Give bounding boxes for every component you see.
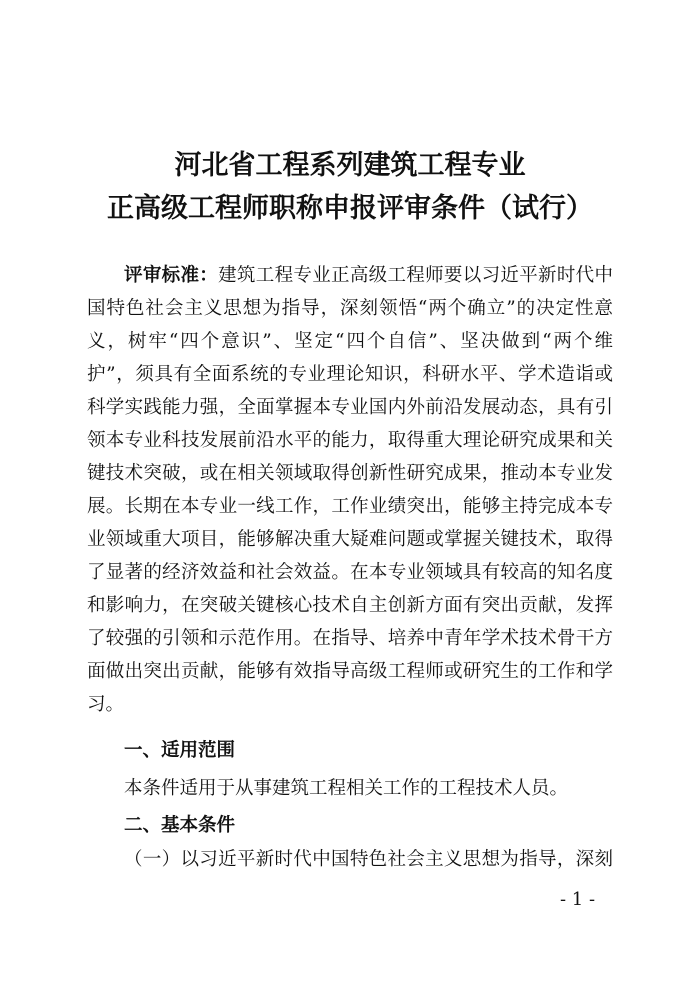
paragraph-line: 业领域重大项目，能够解决重大疑难问题或掌握关键技术，取得 [87, 529, 613, 550]
paragraph-line: 科学实践能力强，全面掌握本专业国内外前沿发展动态，具有引 [87, 397, 613, 418]
document-title-line-1: 河北省工程系列建筑工程专业 [174, 150, 526, 181]
paragraph-line: 键技术突破，或在相关领域取得创新性研究成果，推动本专业发 [87, 463, 613, 484]
document-title-line-2: 正高级工程师职称申报评审条件（试行） [107, 193, 593, 224]
paragraph-line: 面做出突出贡献，能够有效指导高级工程师或研究生的工作和学 [87, 661, 613, 682]
section-basic-conditions-text: （一）以习近平新时代中国特色社会主义思想为指导，深刻 [124, 849, 613, 870]
paragraph-line: 展。长期在本专业一线工作，工作业绩突出，能够主持完成本专 [87, 496, 613, 517]
section-heading-basic-conditions: 二、基本条件 [124, 815, 236, 836]
standard-label: 评审标准： [124, 265, 219, 286]
paragraph-line: 护”，须具有全面系统的专业理论知识，科研水平、学术造诣或 [87, 364, 613, 385]
standard-text: 建筑工程专业正高级工程师要以习近平新时代中 [218, 265, 613, 286]
section-heading-scope: 一、适用范围 [124, 740, 236, 761]
paragraph-line [124, 263, 613, 289]
paragraph-line: 了显著的经济效益和社会效益。在本专业领域具有较高的知名度 [87, 562, 613, 583]
paragraph-line: 了较强的引领和示范作用。在指导、培养中青年学术技术骨干方 [87, 628, 613, 649]
paragraph-line: 义，树牢“四个意识”、坚定“四个自信”、坚决做到“两个维 [87, 331, 613, 352]
paragraph-line: 国特色社会主义思想为指导，深刻领悟“两个确立”的决定性意 [87, 298, 613, 319]
paragraph-line: 习。 [87, 694, 125, 715]
page-number: - 1 - [560, 889, 596, 910]
paragraph-line: 和影响力，在突破关键核心技术自主创新方面有突出贡献，发挥 [87, 595, 613, 616]
paragraph-line: 领本专业科技发展前沿水平的能力，取得重大理论研究成果和关 [87, 430, 613, 451]
section-scope-text: 本条件适用于从事建筑工程相关工作的工程技术人员。 [124, 778, 569, 799]
